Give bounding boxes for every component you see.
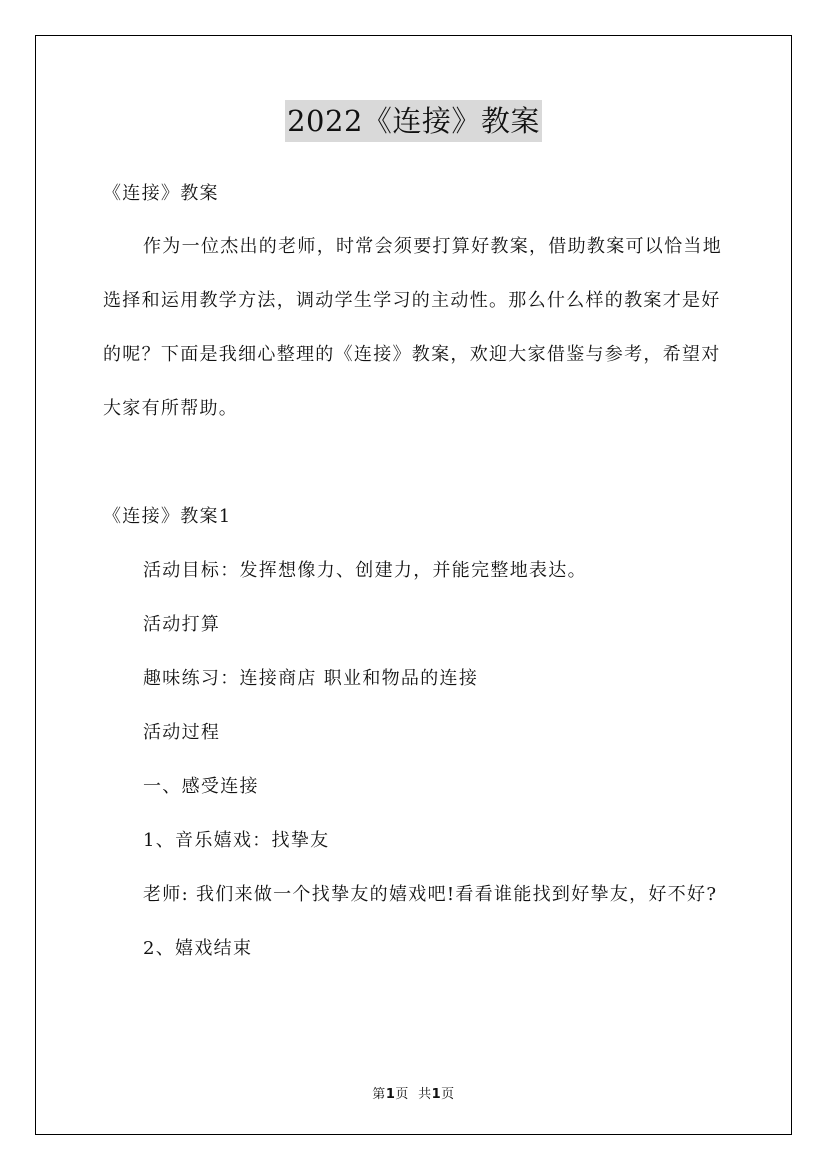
activity-preparation: 活动打算 — [143, 614, 221, 635]
document-title: 2022《连接》教案 — [285, 100, 542, 142]
step-one-heading: 一、感受连接 — [143, 776, 259, 797]
footer-mid: 页 共 — [395, 1087, 432, 1102]
teacher-dialogue: 老师: 我们来做一个找挚友的嬉戏吧!看看谁能找到好挚友，好不好? — [143, 884, 718, 905]
activity-process: 活动过程 — [143, 722, 221, 743]
fun-exercise: 趣味练习：连接商店 职业和物品的连接 — [143, 668, 479, 689]
music-game: 1、音乐嬉戏：找挚友 — [143, 830, 330, 851]
intro-paragraph: 作为一位杰出的老师，时常会须要打算好教案，借助教案可以恰当地选择和运用教学方法，调动学生学习的主动性。那么什么样的教案才是好的呢？下面是我细心整理的《连接》教案，欢迎大家借鉴与参考，希望对大家有所帮助。 — [103, 236, 722, 419]
footer-page-total: 1 — [431, 1087, 442, 1102]
section-heading: 《连接》教案1 — [103, 506, 232, 527]
game-end: 2、嬉戏结束 — [143, 938, 253, 959]
document-subtitle: 《连接》教案 — [103, 183, 219, 204]
document-body — [103, 168, 729, 976]
footer-prefix: 第 — [372, 1087, 386, 1102]
footer-suffix: 页 — [441, 1087, 455, 1102]
title-wrap — [0, 100, 827, 142]
section-spacer — [103, 436, 729, 490]
activity-goal: 活动目标：发挥想像力、创建力，并能完整地表达。 — [143, 560, 587, 581]
page-footer — [0, 1083, 827, 1102]
footer-page-current: 1 — [385, 1087, 396, 1102]
